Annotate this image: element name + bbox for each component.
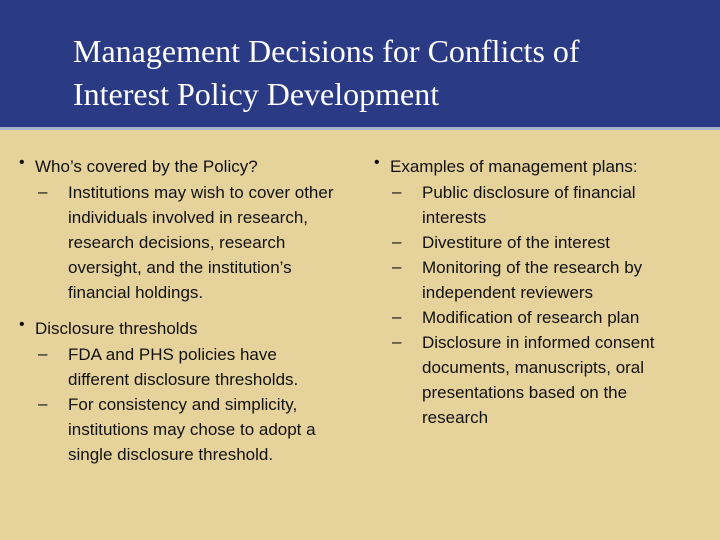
subpoint-divestiture [392,230,611,255]
sub-line: Institutions may wish to cover other [68,183,334,202]
sub-line: oversight, and the institution’s [68,258,292,277]
subpoint-informed-consent [392,330,655,430]
dash-glyph: – [392,307,402,326]
subpoint-public-disclosure [392,180,636,230]
subpoint-monitoring [392,255,643,305]
sub-line: individuals involved in research, [68,208,309,227]
bullet-covered [19,154,258,179]
sub-line: Monitoring of the research by [422,258,643,277]
bullet-glyph: • [19,154,25,171]
slide-body [0,150,720,540]
sub-line: single disclosure threshold. [68,445,274,464]
bullet-text: Disclosure thresholds [35,319,198,338]
sub-line: financial holdings. [68,283,204,302]
subpoint-cover-individuals [38,180,334,305]
sub-line: independent reviewers [422,283,594,302]
dash-glyph: – [38,394,48,413]
dash-glyph: – [392,332,402,351]
slide-title [73,30,713,116]
bullet-text: Examples of management plans: [390,157,638,176]
sub-line: interests [422,208,487,227]
slide-title-line-2: Interest Policy Development [73,76,440,112]
subpoint-consistency [38,392,316,467]
bullet-glyph: • [374,154,380,171]
subpoint-fda-phs [38,342,299,392]
dash-glyph: – [392,232,402,251]
dash-glyph: – [38,344,48,363]
sub-line: research decisions, research [68,233,286,252]
title-divider [0,127,720,130]
sub-line: Disclosure in informed consent [422,333,655,352]
subpoint-modification [392,305,640,330]
sub-line: presentations based on the [422,383,628,402]
dash-glyph: – [392,257,402,276]
bullet-management-plans [374,154,638,179]
slide-title-line-1: Management Decisions for Conflicts of [73,33,580,69]
bullet-text: Who’s covered by the Policy? [35,157,258,176]
bullet-glyph: • [19,316,25,333]
sub-line: research [422,408,489,427]
sub-line: different disclosure thresholds. [68,370,299,389]
dash-glyph: – [38,182,48,201]
sub-line: documents, manuscripts, oral [422,358,645,377]
title-bar [0,0,720,127]
sub-line: Modification of research plan [422,308,640,327]
dash-glyph: – [392,182,402,201]
sub-line: FDA and PHS policies have [68,345,277,364]
sub-line: institutions may chose to adopt a [68,420,316,439]
sub-line: For consistency and simplicity, [68,395,298,414]
sub-line: Public disclosure of financial [422,183,636,202]
sub-line: Divestiture of the interest [422,233,611,252]
bullet-disclosure-thresholds [19,316,198,341]
